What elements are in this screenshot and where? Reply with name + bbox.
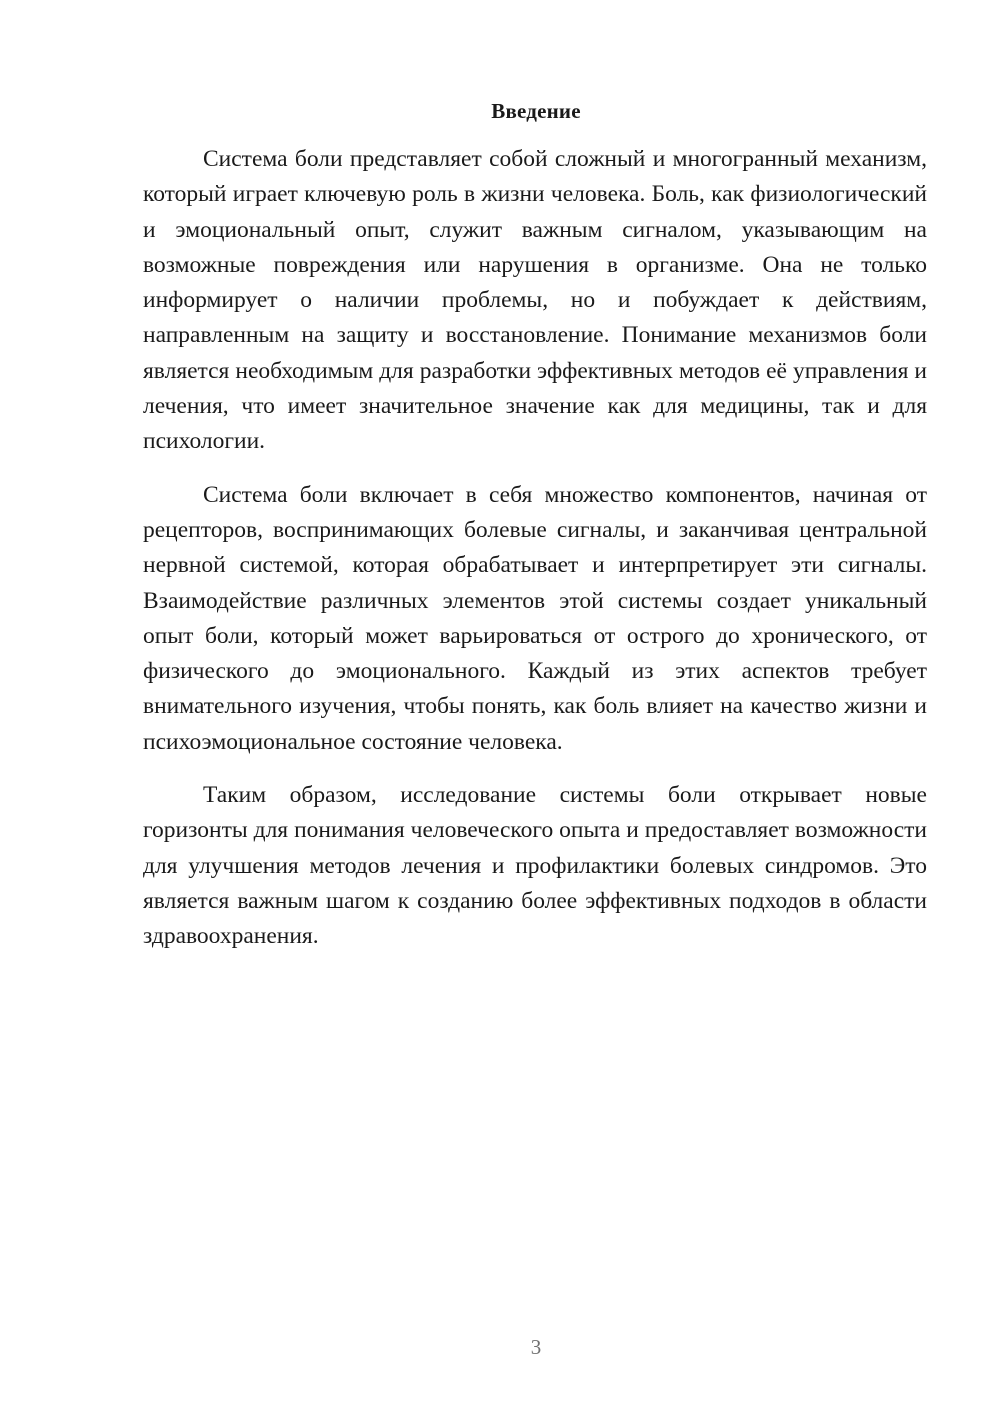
paragraph-1: Система боли представляет собой сложный и многогранный механизм, который играет ключевую роль в жизни человека. Боль, как физиологический и эмоциональный опыт, служит важным сигналом, указывающим на возможные повреждения или нарушения в организме. Она не только информирует о наличии проблемы, но и побуждает к действиям, направленным на защиту и восстановление. Понимание механизмов боли является необходимым для разработки эффективных методов её управления и лечения, что имеет значительное значение как для медицины, так и для психологии. xyxy=(143,146,927,455)
body-text xyxy=(143,142,927,955)
paragraph-3: Таким образом, исследование системы боли открывает новые горизонты для понимания человеческого опыта и предоставляет возможности для улучшения методов лечения и профилактики болевых синдромов. Это является важным шагом к созданию более эффективных подходов в области здравоохранения. xyxy=(143,782,927,950)
section-title: Введение xyxy=(491,99,581,123)
paragraph-2: Система боли включает в себя множество компонентов, начиная от рецепторов, воспринимающих болевые сигналы, и заканчивая центральной нервной системой, которая обрабатывает и интерпретирует эти сигналы. Взаимодействие различных элементов этой системы создает уникальный опыт боли, который может варьироваться от острого до хронического, от физического до эмоционального. Каждый из этих аспектов требует внимательного изучения, чтобы понять, как боль влияет на качество жизни и психоэмоциональное состояние человека. xyxy=(143,481,927,755)
page-number: 3 xyxy=(530,1335,542,1359)
